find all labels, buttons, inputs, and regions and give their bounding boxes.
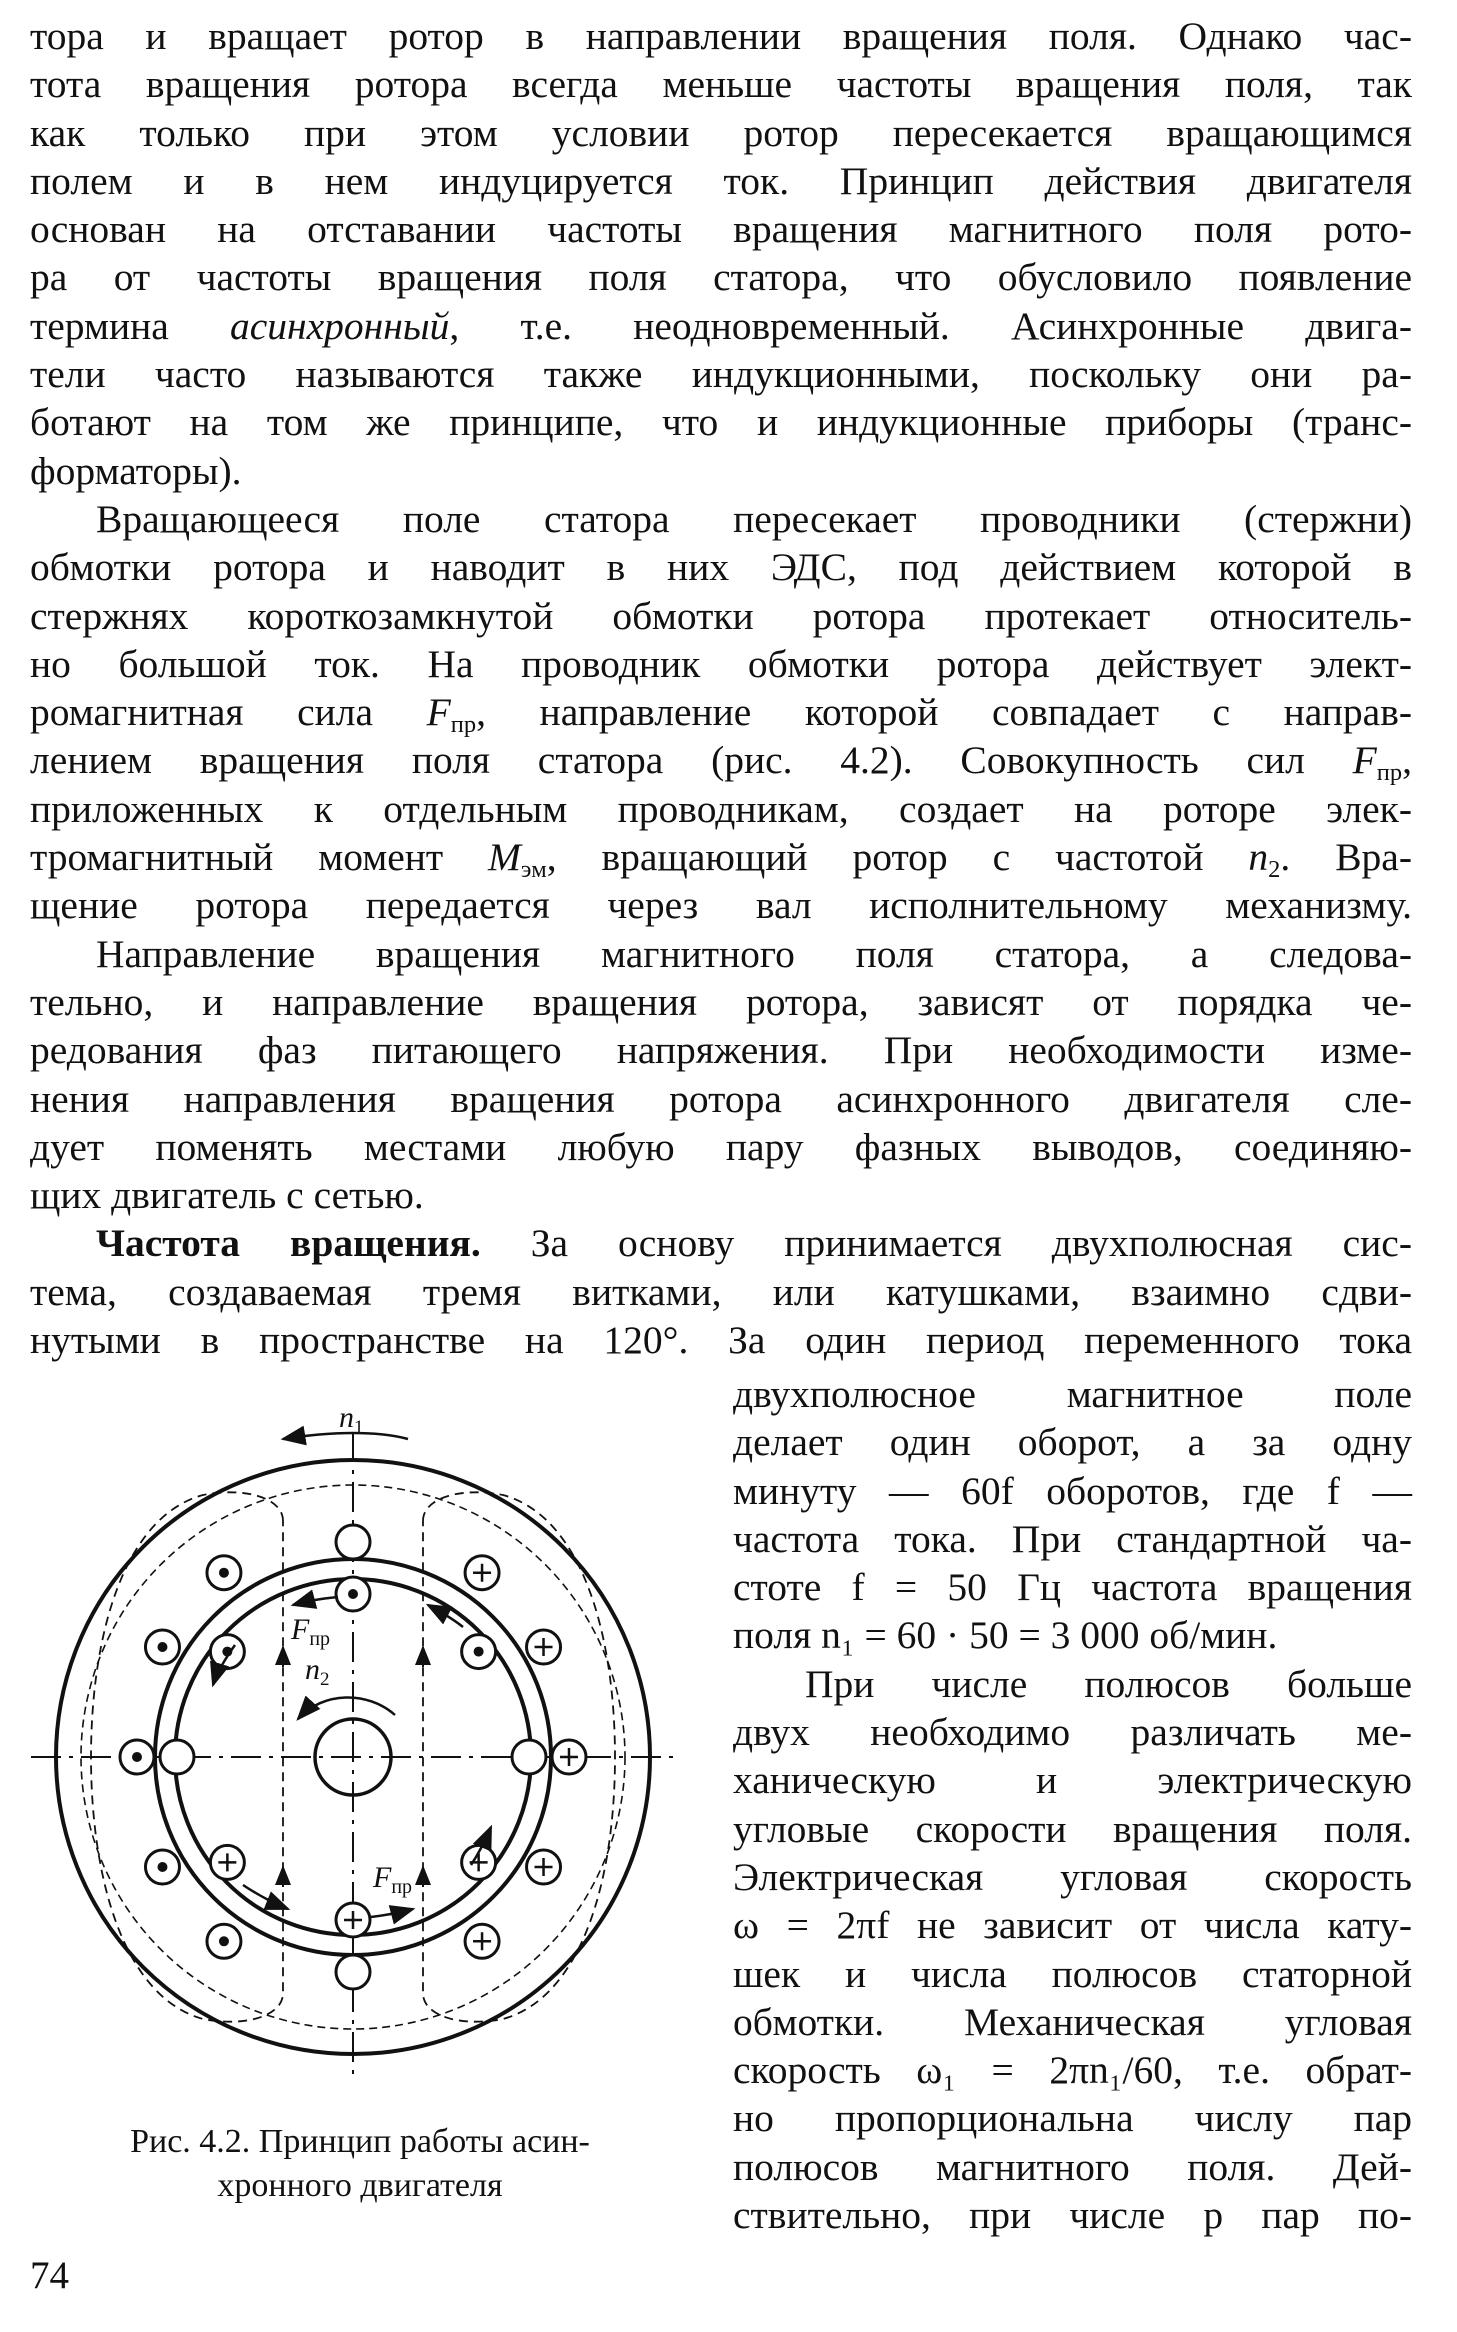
- text-line: щение ротора передается через вал исполнительному механизму.: [30, 883, 1412, 928]
- text-line: ботают на том же принципе, что и индукционные приборы (транс-: [30, 400, 1412, 445]
- conductor-current-in: [527, 1630, 561, 1664]
- dot-icon: [474, 1647, 484, 1657]
- force-label-top: $F_{пр}$: [291, 1613, 331, 1650]
- text-line: дует поменять местами любую пару фазных выводов, соединяю-: [30, 1124, 1412, 1169]
- text-line: полюсов магнитного поля. Дей-: [733, 2144, 1412, 2189]
- text-line: полем и в нем индуцируется ток. Принцип действия двигателя: [30, 158, 1412, 203]
- text-line: обмотки. Механическая угловая: [733, 1999, 1412, 2044]
- text-line: Направление вращения магнитного поля статора, а следова-: [96, 931, 1412, 976]
- text-line: тора и вращает ротор в направлении вращения поля. Однако час-: [30, 14, 1412, 58]
- paragraph-4: [30, 1219, 1412, 1364]
- text-line: Электрическая угловая скорость: [733, 1854, 1412, 1899]
- text-line: двух необходимо различать ме-: [733, 1710, 1412, 1755]
- text-line: тели часто называются также индукционными, поскольку они ра-: [30, 352, 1412, 397]
- text-line: шек и числа полюсов статорной: [733, 1951, 1412, 1996]
- text-run: За основу принимается двухполюсная сис-: [480, 1221, 1412, 1266]
- dot-icon: [219, 1936, 229, 1946]
- section-heading: Частота вращения.: [96, 1221, 481, 1266]
- text-run: термина: [30, 303, 230, 348]
- dot-icon: [157, 1642, 167, 1652]
- text-line: [30, 1219, 1412, 1267]
- text-line: ханическую и электрическую: [733, 1758, 1412, 1803]
- symbol-F: F: [426, 690, 451, 735]
- conductor-no-current: [512, 1740, 546, 1774]
- text-run: тромагнитный момент: [30, 835, 489, 880]
- text-line: щих двигатель с сетью.: [30, 1173, 424, 1218]
- conductor-current-in: [527, 1850, 561, 1884]
- text-line: тема, создаваемая тремя витками, или катушками, взаимно сдви-: [30, 1269, 1412, 1314]
- text-line: скорость ω₁ = 2πn₁/60, т.е. обрат-: [733, 2048, 1412, 2093]
- text-line: [30, 688, 1412, 736]
- text-line: стержнях короткозамкнутой обмотки ротора протекает относитель-: [30, 593, 1412, 638]
- caption-line: Рис. 4.2. Принцип работы асин-: [130, 2123, 590, 2160]
- text-run: лением вращения поля статора (рис. 4.2). Совокупность сил: [30, 738, 1353, 783]
- main-text: [30, 12, 1412, 1364]
- right-column-text: [733, 1370, 1412, 2239]
- conductor-current-out: [207, 1556, 241, 1590]
- conductor-current-in: [336, 1903, 370, 1937]
- subscript: пр: [1376, 759, 1403, 787]
- text-line: угловые скорости вращения поля.: [733, 1806, 1412, 1851]
- text-line: приложенных к отдельным проводникам, создает на роторе элек-: [30, 786, 1412, 831]
- text-line: тельно, и направление вращения ротора, зависят от порядка че-: [30, 979, 1412, 1024]
- term-asynchronous: асинхронный: [229, 303, 450, 348]
- text-line: основан на отставании частоты вращения магнитного поля рото-: [30, 207, 1412, 252]
- text-line: как только при этом условии ротор пересекается вращающимся: [30, 110, 1412, 155]
- motor-diagram: [20, 1395, 710, 2075]
- text-line: ра от частоты вращения поля статора, что обусловило появление: [30, 255, 1412, 300]
- conductor-no-current: [160, 1740, 194, 1774]
- text-line: нения направления вращения ротора асинхронного двигателя сле-: [30, 1076, 1412, 1121]
- symbol-F: F: [1352, 738, 1377, 783]
- text-line: ствительно, при числе p пар по-: [733, 2193, 1412, 2238]
- conductor-current-out: [336, 1577, 370, 1611]
- conductor-current-out: [462, 1635, 496, 1669]
- text-run: , направление которой совпадает с направ-: [476, 690, 1413, 735]
- text-run: ромагнитная сила: [30, 690, 427, 735]
- text-line: обмотки ротора и наводит в них ЭДС, под действием которой в: [30, 545, 1412, 590]
- text-line: но большой ток. На проводник обмотки ротора действует элект-: [30, 641, 1412, 686]
- text-run: ,: [1402, 738, 1412, 783]
- conductor-current-in: [210, 1845, 244, 1879]
- conductor-no-current: [336, 1525, 370, 1559]
- dot-icon: [219, 1568, 229, 1578]
- text-line: минуту — 60f оборотов, где f —: [733, 1468, 1412, 1513]
- subscript: пр: [450, 711, 477, 738]
- conductor-current-out: [120, 1740, 154, 1774]
- figure-caption: [30, 2120, 690, 2208]
- text-line: Вращающееся поле статора пересекает проводники (стержни): [96, 496, 1412, 541]
- text-run: , т.е. неодновременный. Асинхронные двига-: [449, 303, 1412, 348]
- n1-label: $n_1$: [339, 1401, 364, 1438]
- force-arrow-lower-left: [243, 1885, 288, 1909]
- force-arrow-upper-right: [428, 1605, 463, 1627]
- text-line: частота тока. При стандартной ча-: [733, 1516, 1412, 1561]
- text-line: стоте f = 50 Гц частота вращения: [733, 1565, 1412, 1610]
- force-arrow-bottom: [371, 1909, 413, 1917]
- n2-rotation-arrow: [298, 1697, 395, 1719]
- paragraph-2: [30, 495, 1412, 930]
- symbol-n: n: [1248, 835, 1269, 880]
- conductor-current-in: [465, 1924, 499, 1958]
- page-number: 74: [30, 2254, 69, 2297]
- force-arrow-top: [293, 1597, 338, 1605]
- conductor-current-out: [207, 1924, 241, 1958]
- text-run: . Вра-: [1280, 835, 1412, 880]
- caption-line: хронного двигателя: [217, 2167, 503, 2204]
- paragraph-3: [30, 930, 1412, 1220]
- subscript: эм: [520, 855, 547, 883]
- text-line: редования фаз питающего напряжения. При необходимости изме-: [30, 1028, 1412, 1073]
- paragraph-1: [30, 12, 1412, 495]
- text-line: поля n₁ = 60 · 50 = 3 000 об/мин.: [733, 1613, 1278, 1658]
- text-line: форматоры).: [30, 448, 242, 493]
- text-run: , вращающий ротор с частотой: [546, 835, 1249, 880]
- text-line: делает один оборот, а за одну: [733, 1420, 1412, 1465]
- conductor-current-out: [210, 1635, 244, 1669]
- text-line: но пропорциональна числу пар: [733, 2096, 1412, 2141]
- conductor-current-in: [465, 1556, 499, 1590]
- symbol-M: M: [488, 835, 521, 880]
- text-line: нутыми в пространстве на 120°. За один период переменного тока: [30, 1318, 1412, 1363]
- text-line: [30, 302, 1412, 350]
- dot-icon: [157, 1862, 167, 1872]
- subscript: 2: [1268, 855, 1281, 883]
- text-line: [30, 833, 1412, 881]
- text-line: [30, 736, 1412, 787]
- n2-label: $n_2$: [305, 1653, 330, 1690]
- conductor-current-out: [145, 1850, 179, 1884]
- conductor-no-current: [336, 1955, 370, 1989]
- text-line: двухполюсное магнитное поле: [733, 1372, 1412, 1416]
- dot-icon: [132, 1752, 142, 1762]
- text-line: При числе полюсов больше: [805, 1661, 1412, 1706]
- force-label-bottom: $F_{пр}$: [373, 1861, 413, 1898]
- dot-icon: [348, 1589, 358, 1599]
- text-line: ω = 2πf не зависит от числа кату-: [733, 1903, 1412, 1948]
- motor-diagram-svg: [20, 1395, 710, 2075]
- text-line: тота вращения ротора всегда меньше частоты вращения поля, так: [30, 62, 1412, 107]
- conductor-current-in: [552, 1740, 586, 1774]
- conductor-current-out: [145, 1630, 179, 1664]
